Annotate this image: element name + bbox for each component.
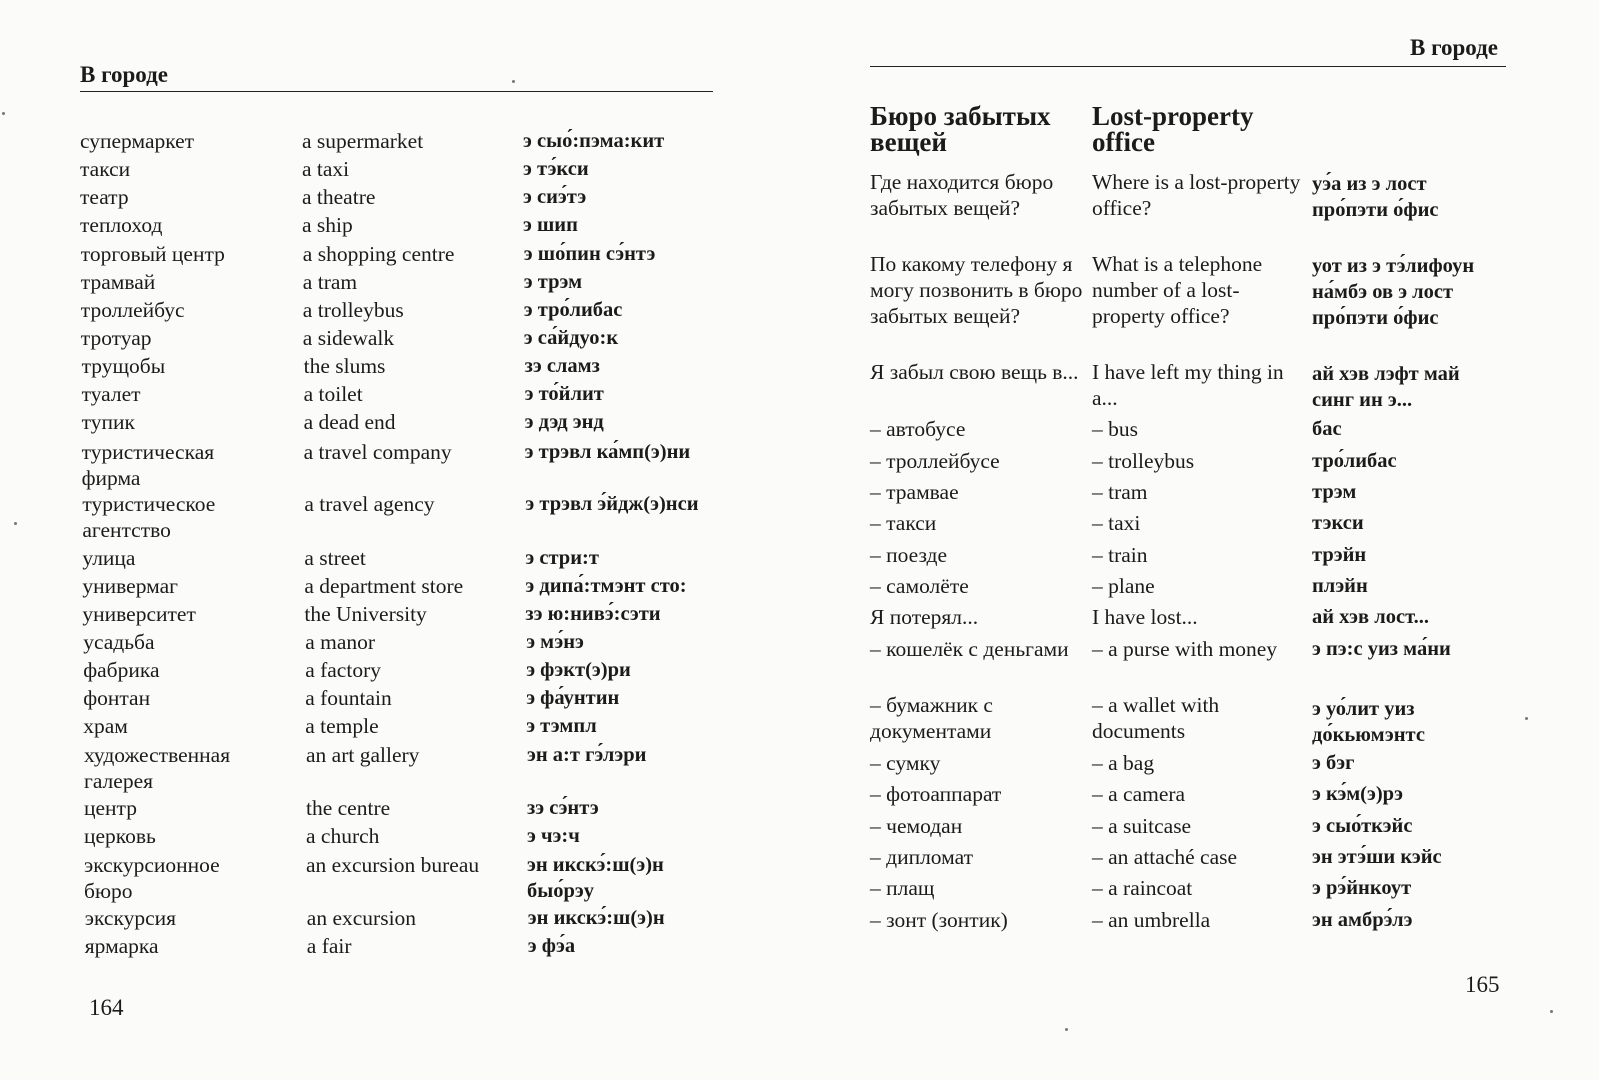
- phrase-transcription: ай хэв лост...: [1312, 606, 1429, 628]
- phrase-ru: – фотоаппарат: [870, 782, 1002, 806]
- phrase-en: – an attaché case: [1092, 845, 1238, 869]
- vocab-row: [80, 212, 720, 240]
- vocab-ru: церковь: [84, 824, 156, 848]
- vocab-ru: экскурсия: [84, 906, 177, 930]
- vocab-transcription: э трэвл э́йдж(э)нси: [525, 493, 699, 515]
- phrase-transcription: эн амбрэ́лэ: [1312, 909, 1413, 931]
- vocab-transcription: э шо́пин сэ́нтэ: [523, 243, 656, 265]
- vocab-transcription: э трэвл ка́мп(э)ни: [524, 441, 691, 463]
- phrase-ru: По какому телефону я могу позвонить в бюро забытых вещей?: [870, 252, 1083, 328]
- phrase-ru: – кошелёк с деньгами: [870, 637, 1069, 661]
- vocab-row: [82, 381, 722, 409]
- vocab-transcription: э дэд энд: [524, 411, 604, 433]
- vocab-ru: центр: [84, 796, 137, 820]
- right-running-header: В городе: [1410, 35, 1498, 60]
- vocab-row: [84, 742, 724, 793]
- vocab-en: a church: [306, 824, 380, 848]
- vocab-row: [81, 325, 721, 353]
- vocab-transcription: э тро́либас: [523, 299, 623, 321]
- vocab-ru-cont: агентство: [82, 518, 171, 542]
- phrase-ru: Я забыл свою вещь в...: [870, 360, 1079, 384]
- vocab-row: [84, 795, 724, 823]
- scan-speck: [1550, 1010, 1553, 1013]
- vocab-transcription: э са́йдуо:к: [523, 327, 619, 349]
- vocab-en: a travel company: [303, 440, 452, 464]
- phrase-en: – tram: [1092, 480, 1148, 504]
- vocab-transcription: э фэ́а: [527, 935, 576, 957]
- section-title-en: Lost-property office: [1092, 101, 1254, 157]
- scan-speck: [14, 522, 17, 525]
- vocab-ru: театр: [80, 185, 129, 209]
- vocab-row: [83, 629, 723, 657]
- vocab-en: a taxi: [302, 157, 350, 181]
- phrase-en: – an umbrella: [1092, 908, 1211, 932]
- phrase-en: – a camera: [1092, 782, 1186, 806]
- vocab-row: [82, 353, 722, 381]
- section-title-ru: Бюро забытых вещей: [870, 101, 1051, 157]
- right-page-number: 165: [1465, 972, 1500, 997]
- right-page: [780, 0, 1599, 1080]
- vocab-row: [81, 269, 721, 297]
- phrase-en: – a bag: [1092, 751, 1155, 775]
- vocab-row: [80, 128, 720, 156]
- phrase-transcription: уот из э тэ́лифоун на́мбэ ов э лост про́пэти о́фис: [1312, 255, 1475, 329]
- phrase-en: – a suitcase: [1092, 814, 1192, 838]
- phrase-transcription: бас: [1312, 418, 1342, 440]
- vocab-ru: трущобы: [81, 354, 166, 378]
- phrase-transcription: трэм: [1312, 481, 1357, 503]
- vocab-en: an excursion: [306, 906, 417, 930]
- vocab-transcription-cont: быо́рэу: [527, 880, 595, 902]
- phrase-ru: – троллейбусе: [870, 449, 1000, 473]
- vocab-row: [84, 852, 724, 903]
- vocab-row: [83, 713, 723, 741]
- phrase-transcription: тэкси: [1312, 512, 1364, 534]
- phrase-ru: – поезде: [870, 543, 948, 567]
- phrase-en: I have left my thing in a...: [1092, 360, 1284, 410]
- vocab-ru: универмаг: [82, 574, 178, 598]
- vocab-en: a factory: [305, 658, 381, 682]
- vocab-transcription: зэ ю:нивэ́:сэти: [525, 603, 661, 625]
- phrase-ru: – чемодан: [870, 814, 963, 838]
- vocab-ru: туалет: [81, 382, 141, 406]
- vocab-transcription: э фэкт(э)ри: [526, 659, 631, 681]
- vocab-ru-cont: бюро: [84, 879, 133, 903]
- phrase-transcription: э уо́лит уиз до́кьюмэнтс: [1312, 698, 1425, 746]
- phrase-en: – train: [1092, 543, 1148, 567]
- right-header-rule: [870, 66, 1506, 67]
- vocab-en: a temple: [305, 714, 379, 738]
- vocab-transcription: эн икскэ́:ш(э)н: [527, 907, 665, 929]
- vocab-row: [80, 156, 720, 184]
- vocab-row: [81, 439, 722, 490]
- vocab-transcription: э тэмпл: [526, 715, 597, 737]
- vocab-transcription: э тэ́кси: [523, 158, 589, 180]
- left-page-number: 164: [89, 995, 124, 1020]
- left-running-header: В городе: [80, 62, 168, 87]
- vocab-en: a travel agency: [304, 492, 435, 516]
- vocab-transcription: э сыо́:пэма:кит: [523, 130, 665, 152]
- vocab-transcription: э дипа́:тмэнт сто:: [525, 575, 687, 597]
- vocab-ru: трамвай: [80, 270, 156, 294]
- vocab-ru: улица: [82, 546, 136, 570]
- vocab-ru: храм: [83, 714, 128, 738]
- phrase-en: – a purse with money: [1092, 637, 1278, 661]
- vocab-en: a sidewalk: [302, 326, 395, 350]
- phrase-ru: – такси: [870, 511, 937, 535]
- vocab-en: a ship: [302, 213, 353, 237]
- phrase-en: – taxi: [1092, 511, 1141, 535]
- vocab-transcription: э чэ:ч: [527, 825, 580, 847]
- vocab-transcription: э стри:т: [525, 547, 599, 569]
- phrase-en: I have lost...: [1092, 605, 1198, 629]
- scan-speck: [512, 80, 515, 83]
- vocab-en: a dead end: [303, 410, 396, 434]
- vocab-transcription: эн икскэ́:ш(э)н: [527, 854, 664, 876]
- phrase-ru: – автобусе: [870, 417, 966, 441]
- vocab-en: a fair: [306, 934, 352, 958]
- vocab-transcription: э мэ́нэ: [526, 631, 584, 653]
- vocab-ru: теплоход: [80, 213, 163, 237]
- left-page: [0, 0, 780, 1080]
- phrase-transcription: э кэ́м(э)рэ: [1312, 783, 1403, 805]
- vocab-transcription: э трэм: [523, 271, 583, 293]
- phrase-en: – a raincoat: [1092, 876, 1193, 900]
- vocab-row: [83, 657, 723, 685]
- phrase-transcription: э рэ́йнкоут: [1312, 877, 1412, 899]
- phrase-transcription: э бэг: [1312, 752, 1355, 774]
- phrase-transcription: тро́либас: [1312, 450, 1397, 472]
- vocab-en: a manor: [305, 630, 376, 654]
- vocab-ru: усадьба: [83, 630, 155, 654]
- vocab-row: [83, 685, 723, 713]
- phrase-ru: – бумажник с документами: [870, 693, 993, 743]
- phrase-transcription: ай хэв лэфт май синг ин э...: [1312, 363, 1460, 411]
- vocab-en: a supermarket: [302, 129, 424, 153]
- vocab-en: a department store: [304, 574, 464, 598]
- vocab-en: a trolleybus: [302, 298, 404, 322]
- vocab-row: [82, 545, 722, 573]
- phrase-ru: – трамвае: [870, 480, 959, 504]
- phrase-ru: Я потерял...: [870, 605, 979, 629]
- vocab-ru: туристическое: [82, 492, 216, 516]
- scan-speck: [1065, 1028, 1068, 1031]
- phrase-ru: Где находится бюро забытых вещей?: [870, 170, 1054, 220]
- vocab-transcription: э фа́унтин: [526, 687, 620, 709]
- vocab-ru: тротуар: [80, 326, 152, 350]
- vocab-ru: такси: [80, 157, 131, 181]
- vocab-row: [84, 823, 724, 851]
- phrase-ru: – самолёте: [870, 574, 969, 598]
- vocab-en: a street: [304, 546, 366, 570]
- vocab-transcription: зэ сламз: [524, 355, 600, 377]
- vocab-en: a tram: [302, 270, 358, 294]
- vocab-en: an art gallery: [306, 743, 420, 767]
- vocab-ru: тупик: [81, 410, 135, 434]
- phrase-transcription: плэйн: [1312, 575, 1368, 597]
- vocab-row: [85, 933, 725, 961]
- phrase-transcription: э пэ:с уиз ма́ни: [1312, 638, 1451, 660]
- vocab-transcription: э то́йлит: [524, 383, 604, 405]
- vocab-transcription: эн а:т гэ́лэри: [527, 744, 647, 766]
- vocab-en: a theatre: [302, 185, 376, 209]
- vocab-en: a fountain: [305, 686, 392, 710]
- phrase-transcription: уэ́а из э лост про́пэти о́фис: [1312, 173, 1439, 221]
- phrase-en: What is a telephone number of a lost-property office?: [1092, 252, 1263, 328]
- vocab-row: [81, 241, 721, 269]
- vocab-ru: художественная: [84, 743, 231, 767]
- vocab-en: a toilet: [303, 382, 363, 406]
- vocab-transcription: э сиэ́тэ: [523, 186, 587, 208]
- vocab-row: [82, 601, 722, 629]
- phrase-ru: – сумку: [870, 751, 941, 775]
- vocab-row: [85, 905, 725, 933]
- vocab-ru: ярмарка: [84, 934, 159, 958]
- phrase-en: – trolleybus: [1092, 449, 1195, 473]
- vocab-ru: торговый центр: [80, 242, 225, 266]
- phrase-transcription: трэйн: [1312, 544, 1367, 566]
- phrase-en: – a wallet with documents: [1092, 693, 1220, 743]
- vocab-en: the centre: [306, 796, 391, 820]
- vocab-transcription: э шип: [523, 214, 578, 236]
- vocab-row: [82, 409, 722, 437]
- vocab-ru-cont: галерея: [84, 769, 154, 793]
- vocab-ru: туристическая: [81, 440, 215, 464]
- vocab-ru: университет: [82, 602, 196, 626]
- vocab-ru: фабрика: [83, 658, 160, 682]
- vocab-en: the University: [304, 602, 427, 626]
- vocab-ru: троллейбус: [80, 298, 185, 322]
- vocab-ru: фонтан: [83, 686, 151, 710]
- phrase-ru: – зонт (зонтик): [870, 908, 1008, 932]
- vocab-en: a shopping centre: [302, 242, 455, 266]
- vocab-en: an excursion bureau: [306, 853, 480, 877]
- scan-speck: [1525, 717, 1528, 720]
- vocab-ru: супермаркет: [80, 129, 195, 153]
- phrase-transcription: эн этэ́ши кэйс: [1312, 846, 1442, 868]
- phrase-ru: – плащ: [870, 876, 935, 900]
- scan-speck: [2, 112, 5, 115]
- phrase-en: – plane: [1092, 574, 1155, 598]
- phrase-en: Where is a lost-property office?: [1092, 170, 1301, 220]
- vocab-ru-cont: фирма: [81, 466, 141, 490]
- phrase-transcription: э сыо́ткэйс: [1312, 815, 1413, 837]
- vocab-row: [81, 297, 721, 325]
- left-header-rule: [80, 91, 713, 92]
- phrase-ru: – дипломат: [870, 845, 973, 869]
- vocab-transcription: зэ сэ́нтэ: [527, 797, 599, 819]
- vocab-en: the slums: [303, 354, 386, 378]
- vocab-row: [80, 184, 720, 212]
- vocab-row: [82, 491, 722, 542]
- vocab-ru: экскурсионное: [84, 853, 220, 877]
- phrase-en: – bus: [1092, 417, 1138, 441]
- vocab-row: [82, 573, 722, 601]
